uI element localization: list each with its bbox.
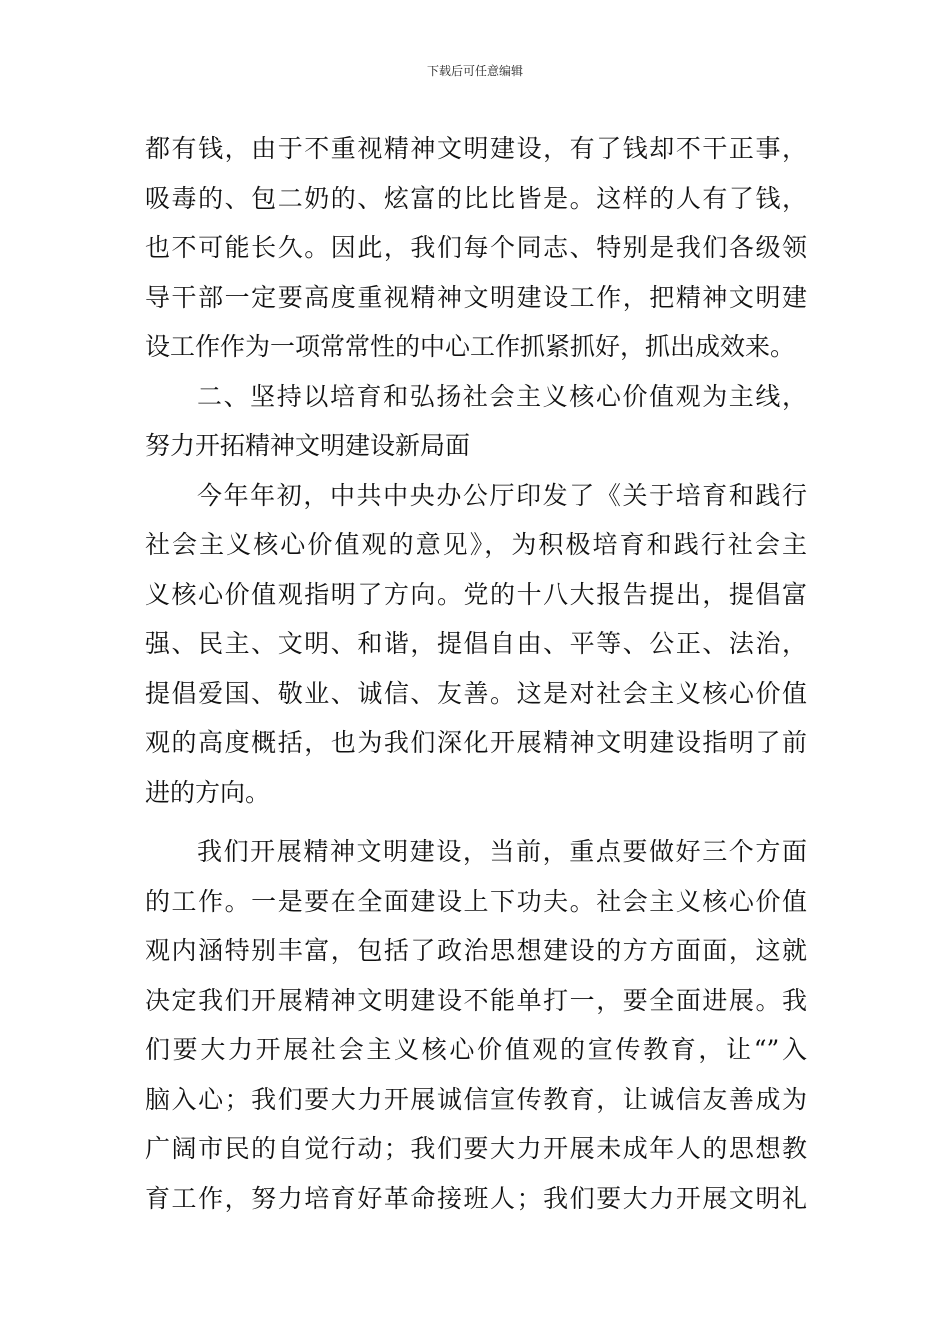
text-line: 今年年初，中共中央办公厅印发了《关于培育和践行 (197, 480, 807, 510)
text-line: 都有钱，由于不重视精神文明建设，有了钱却不干正事， (145, 134, 807, 163)
paragraph-1 (145, 124, 807, 372)
section-heading (145, 372, 807, 471)
text-line: 决定我们开展精神文明建设不能单打一，要全面进展。我 (145, 985, 807, 1015)
paragraph-gap (145, 817, 807, 827)
text-line: 也不可能长久。因此，我们每个同志、特别是我们各级领 (145, 233, 807, 262)
document-body (145, 124, 807, 1223)
paragraph-2 (145, 471, 807, 818)
text-line: 们要大力开展社会主义核心价值观的宣传教育，让“”入 (145, 1035, 807, 1064)
text-line: 义核心价值观指明了方向。党的十八大报告提出，提倡富 (145, 579, 807, 609)
text-line: 设工作作为一项常常性的中心工作抓紧抓好，抓出成效来。 (145, 332, 796, 361)
text-line: 我们开展精神文明建设，当前，重点要做好三个方面 (197, 837, 807, 866)
text-line: 脑入心；我们要大力开展诚信宣传教育，让诚信友善成为 (145, 1084, 807, 1114)
heading-line: 二、坚持以培育和弘扬社会主义核心价值观为主线， (197, 381, 807, 411)
page-header: 下载后可任意编辑 (426, 64, 523, 78)
text-line: 导干部一定要高度重视精神文明建设工作，把精神文明建 (145, 282, 807, 312)
text-line: 进的方向。 (145, 777, 271, 807)
text-line: 育工作，努力培育好革命接班人；我们要大力开展文明礼 (145, 1183, 807, 1213)
text-line: 观内涵特别丰富，包括了政治思想建设的方方面面，这就 (145, 936, 807, 965)
text-line: 的工作。一是要在全面建设上下功夫。社会主义核心价值 (145, 886, 807, 916)
text-line: 广阔市民的自觉行动；我们要大力开展未成年人的思想教 (145, 1134, 807, 1163)
paragraph-3 (145, 827, 807, 1223)
text-line: 强、民主、文明、和谐，提倡自由、平等、公正、法治， (145, 629, 807, 658)
text-line: 吸毒的、包二奶的、炫富的比比皆是。这样的人有了钱， (145, 183, 807, 213)
text-line: 社会主义核心价值观的意见》，为积极培育和践行社会主 (145, 530, 807, 559)
heading-line: 努力开拓精神文明建设新局面 (145, 431, 471, 460)
text-line: 提倡爱国、敬业、诚信、友善。这是对社会主义核心价值 (145, 678, 807, 708)
text-line: 观的高度概括，也为我们深化开展精神文明建设指明了前 (145, 728, 807, 757)
